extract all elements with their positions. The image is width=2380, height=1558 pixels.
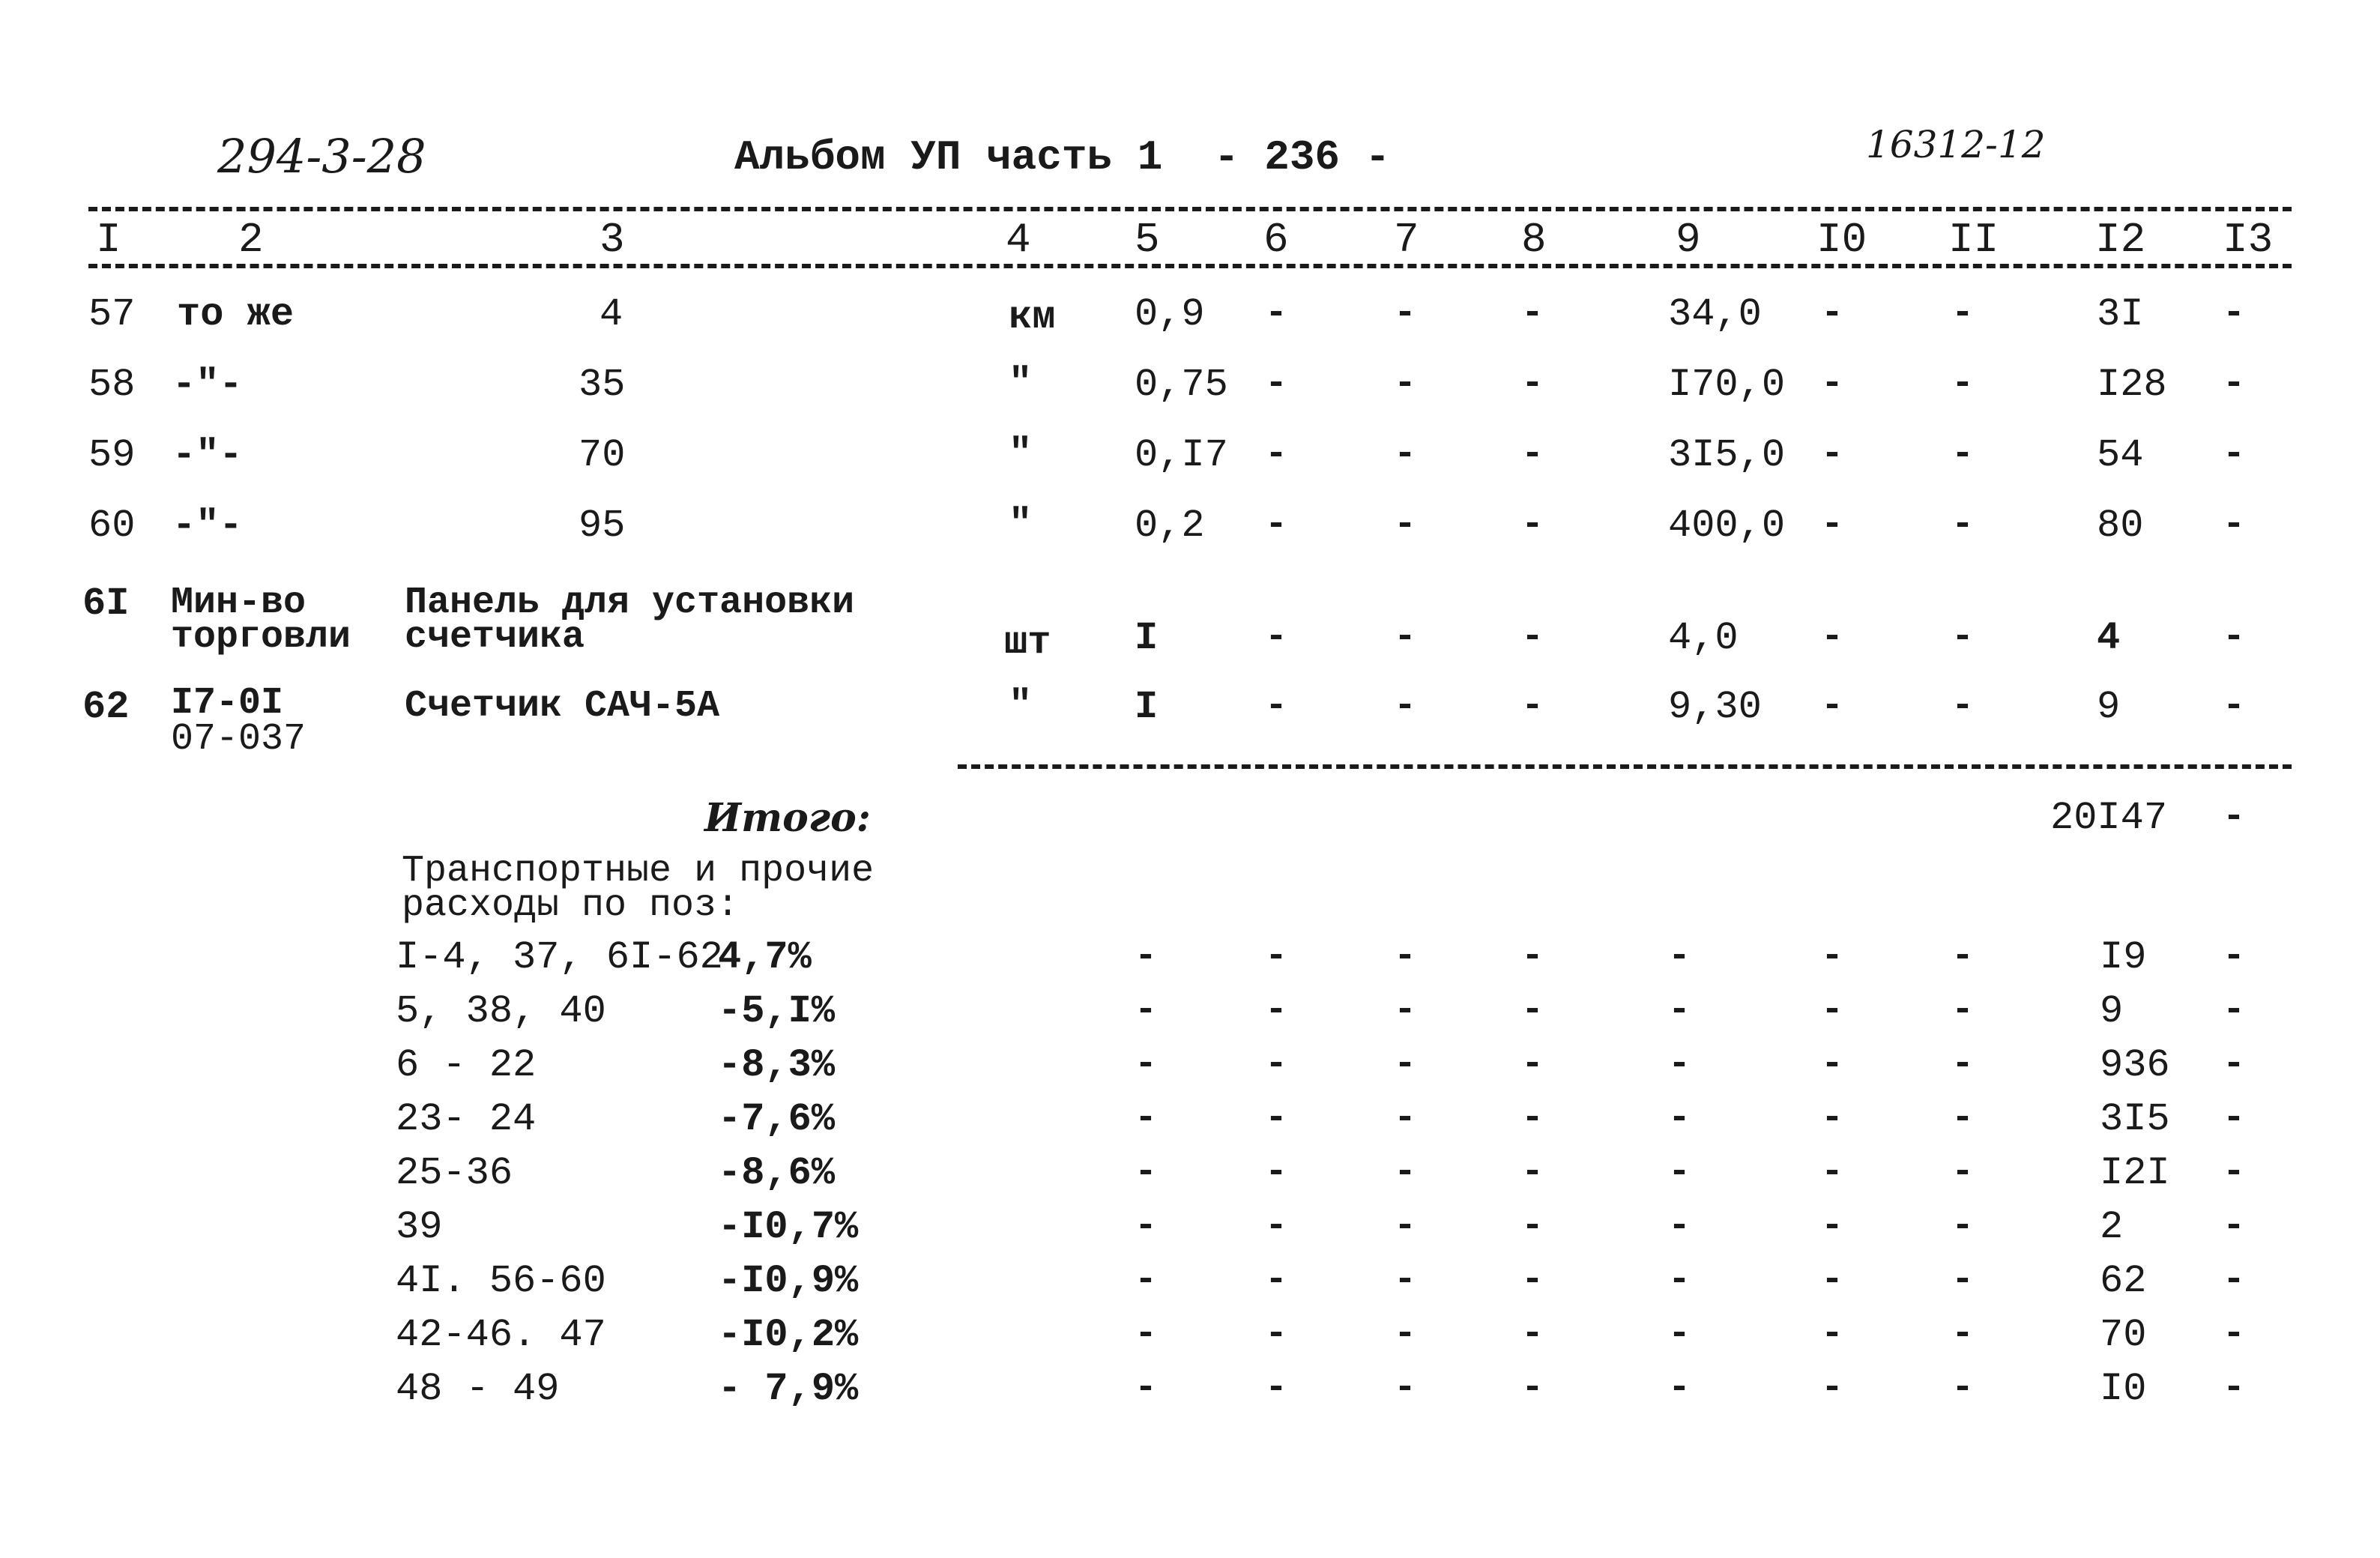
row-code: I7-0I [171,682,284,725]
transport-col8: - [1521,989,1544,1032]
row-col11: - [1951,292,1975,335]
row-col12: 54 [2097,433,2144,477]
row-col6: - [1265,292,1288,335]
header-bottom-rule [88,264,2292,268]
row-col12: 80 [2097,504,2144,548]
transport-positions: 42-46. 47 [396,1313,606,1357]
transport-col11: - [1951,1205,1975,1248]
page-number: - 236 - [1214,133,1391,181]
row-unit: " [1009,432,1033,476]
column-header-6: 6 [1263,216,1289,264]
transport-col7: - [1394,1205,1417,1248]
transport-positions: 4I. 56-60 [396,1259,606,1303]
transport-col13: - [2223,1043,2246,1086]
row-code: -"- [172,504,243,548]
transport-col5: - [1135,1043,1158,1086]
transport-positions: 25-36 [396,1151,513,1195]
transport-col12: I0 [2100,1367,2147,1411]
row-col8: - [1521,433,1544,476]
row-col9: 3I5,0 [1668,433,1786,477]
transport-col13: - [2223,1205,2246,1248]
row-col11: - [1951,433,1975,476]
transport-col12: I9 [2100,935,2147,979]
row-col13: - [2223,433,2246,476]
transport-percent: -7,6% [718,1097,836,1141]
transport-col13: - [2223,1259,2246,1302]
row-col7: - [1394,685,1417,728]
transport-col13: - [2223,1151,2246,1194]
transport-percent: 4,7% [718,935,812,979]
transport-percent: -8,3% [718,1043,836,1087]
row-col6: - [1265,685,1288,728]
row-col13: - [2223,616,2246,659]
transport-col13: - [2223,1313,2246,1356]
transport-col6: - [1265,1097,1288,1140]
row-col11: - [1951,363,1975,405]
transport-col13: - [2223,989,2246,1032]
transport-col8: - [1521,1043,1544,1086]
row-unit: " [1009,502,1033,546]
transport-col9: - [1668,1043,1691,1086]
transport-col6: - [1265,935,1288,978]
row-col12: 4 [2097,616,2121,660]
transport-col8: - [1521,1205,1544,1248]
header-top-rule [88,207,2292,211]
transport-col10: - [1821,1259,1844,1302]
transport-col9: - [1668,1259,1691,1302]
transport-percent: -5,I% [718,989,836,1033]
row-col5: 0,9 [1135,292,1205,336]
transport-col7: - [1394,989,1417,1032]
row-name: Панель для установки [405,582,855,624]
row-code: то же [177,292,295,336]
transport-col9: - [1668,1205,1691,1248]
row-col8: - [1521,685,1544,728]
column-header-10: I0 [1816,216,1867,264]
transport-percent: - 7,9% [718,1367,859,1411]
row-unit: км [1009,295,1056,339]
transport-col5: - [1135,1151,1158,1194]
transport-col6: - [1265,1313,1288,1356]
row-col7: - [1394,292,1417,335]
row-col9: 400,0 [1668,504,1786,548]
transport-col7: - [1394,1151,1417,1194]
handwritten-sheet-number: 16312-12 [1866,123,2046,166]
row-code: -"- [172,363,243,407]
row-col12: I28 [2097,363,2167,407]
transport-col10: - [1821,935,1844,978]
transport-col5: - [1135,1205,1158,1248]
column-header-3: 3 [599,216,625,264]
transport-col11: - [1951,1043,1975,1086]
transport-col12: 3I5 [2100,1097,2170,1141]
transport-col6: - [1265,1151,1288,1194]
row-col10: - [1821,433,1844,476]
row-col5: 0,75 [1135,363,1228,407]
transport-col9: - [1668,1313,1691,1356]
transport-col13: - [2223,935,2246,978]
transport-col8: - [1521,1367,1544,1410]
row-col8: - [1521,616,1544,659]
column-header-4: 4 [1006,216,1031,264]
transport-col5: - [1135,1259,1158,1302]
transport-col13: - [2223,1367,2246,1410]
transport-col10: - [1821,1151,1844,1194]
row-col6: - [1265,616,1288,659]
row-name: 4 [599,292,623,336]
row-col11: - [1951,504,1975,546]
row-number: 58 [88,363,136,407]
transport-col8: - [1521,1097,1544,1140]
transport-percent: -I0,7% [718,1205,859,1249]
transport-col12: 62 [2100,1259,2147,1303]
transport-positions: 5, 38, 40 [396,989,606,1033]
row-code-line2: торговли [171,616,351,659]
row-col7: - [1394,504,1417,546]
transport-col6: - [1265,1205,1288,1248]
transport-col12: 936 [2100,1043,2170,1087]
transport-col9: - [1668,989,1691,1032]
total-value: 20I47 [2050,796,2168,840]
row-unit: шт [1004,621,1051,665]
transport-col6: - [1265,989,1288,1032]
transport-col7: - [1394,935,1417,978]
row-number: 60 [88,504,136,548]
transport-col9: - [1668,1367,1691,1410]
row-name: 35 [579,363,626,407]
transport-col9: - [1668,935,1691,978]
transport-col6: - [1265,1043,1288,1086]
column-header-7: 7 [1394,216,1419,264]
transport-positions: 48 - 49 [396,1367,560,1411]
transport-col12: 2 [2100,1205,2124,1249]
row-col13: - [2223,685,2246,728]
transport-col11: - [1951,1259,1975,1302]
row-col5: 0,2 [1135,504,1205,548]
row-col10: - [1821,504,1844,546]
row-col12: 3I [2097,292,2144,336]
row-col11: - [1951,685,1975,728]
transport-col7: - [1394,1043,1417,1086]
transport-col11: - [1951,1151,1975,1194]
row-col5: I [1135,685,1159,729]
row-col9: 9,30 [1668,685,1762,729]
transport-col10: - [1821,1043,1844,1086]
row-col7: - [1394,616,1417,659]
transport-col8: - [1521,1313,1544,1356]
row-col13: - [2223,504,2246,546]
column-header-2: 2 [238,216,264,264]
row-number: 57 [88,292,136,336]
transport-percent: -8,6% [718,1151,836,1195]
transport-col11: - [1951,989,1975,1032]
row-name: Счетчик САЧ-5А [405,685,720,728]
row-code-line2: 07-037 [171,718,306,761]
row-col6: - [1265,433,1288,476]
row-name-line2: счетчика [405,616,585,659]
transport-col11: - [1951,1313,1975,1356]
row-col5: 0,I7 [1135,433,1228,477]
row-col8: - [1521,504,1544,546]
transport-percent: -I0,2% [718,1313,859,1357]
transport-col11: - [1951,1097,1975,1140]
transport-col10: - [1821,989,1844,1032]
transport-col5: - [1135,1313,1158,1356]
row-name: 95 [579,504,626,548]
row-col8: - [1521,363,1544,405]
transport-col11: - [1951,935,1975,978]
column-header-12: I2 [2095,216,2146,264]
row-col6: - [1265,504,1288,546]
column-header-13: I3 [2223,216,2274,264]
row-col10: - [1821,292,1844,335]
transport-col6: - [1265,1259,1288,1302]
row-col8: - [1521,292,1544,335]
transport-col5: - [1135,989,1158,1032]
transport-col5: - [1135,1367,1158,1410]
transport-col6: - [1265,1367,1288,1410]
transport-col8: - [1521,1151,1544,1194]
transport-col10: - [1821,1367,1844,1410]
row-col10: - [1821,616,1844,659]
transport-col9: - [1668,1097,1691,1140]
column-header-9: 9 [1676,216,1701,264]
transport-col10: - [1821,1313,1844,1356]
row-col5: I [1135,616,1159,660]
row-code: Мин-во [171,582,306,624]
transport-positions: I-4, 37, 6I-62 [396,935,723,979]
row-number: 62 [82,685,130,729]
total-col13: - [2223,796,2246,839]
transport-col10: - [1821,1205,1844,1248]
transport-col9: - [1668,1151,1691,1194]
transport-positions: 23- 24 [396,1097,537,1141]
transport-percent: -I0,9% [718,1259,859,1303]
transport-label-line2: расходы по поз: [402,884,740,927]
row-col13: - [2223,363,2246,405]
transport-col12: 70 [2100,1313,2147,1357]
transport-col8: - [1521,935,1544,978]
album-title: Альбом УП часть 1 [734,133,1163,181]
subtotal-rule [958,764,2292,769]
row-col10: - [1821,363,1844,405]
total-label: Итого: [704,795,871,841]
row-code: -"- [172,433,243,477]
row-col9: I70,0 [1668,363,1786,407]
row-number: 6I [82,582,130,626]
row-name: 70 [579,433,626,477]
row-unit: " [1009,361,1033,405]
transport-col8: - [1521,1259,1544,1302]
transport-col5: - [1135,1097,1158,1140]
row-col12: 9 [2097,685,2121,729]
row-col7: - [1394,363,1417,405]
transport-positions: 39 [396,1205,443,1249]
transport-col11: - [1951,1367,1975,1410]
transport-col13: - [2223,1097,2246,1140]
row-col11: - [1951,616,1975,659]
row-col6: - [1265,363,1288,405]
row-col10: - [1821,685,1844,728]
transport-col7: - [1394,1367,1417,1410]
transport-col5: - [1135,935,1158,978]
column-header-8: 8 [1521,216,1547,264]
transport-label: Транспортные и прочие [402,850,875,893]
transport-positions: 6 - 22 [396,1043,537,1087]
handwritten-doc-number: 294-3-28 [217,129,426,184]
transport-col7: - [1394,1259,1417,1302]
row-col9: 34,0 [1668,292,1762,336]
row-number: 59 [88,433,136,477]
column-header-1: I [96,216,121,264]
transport-col7: - [1394,1313,1417,1356]
row-col9: 4,0 [1668,616,1739,660]
transport-col7: - [1394,1097,1417,1140]
transport-col12: I2I [2100,1151,2170,1195]
transport-col10: - [1821,1097,1844,1140]
transport-col12: 9 [2100,989,2124,1033]
row-col13: - [2223,292,2246,335]
column-header-11: II [1948,216,1999,264]
row-col7: - [1394,433,1417,476]
row-unit: " [1009,683,1033,728]
column-header-5: 5 [1135,216,1160,264]
